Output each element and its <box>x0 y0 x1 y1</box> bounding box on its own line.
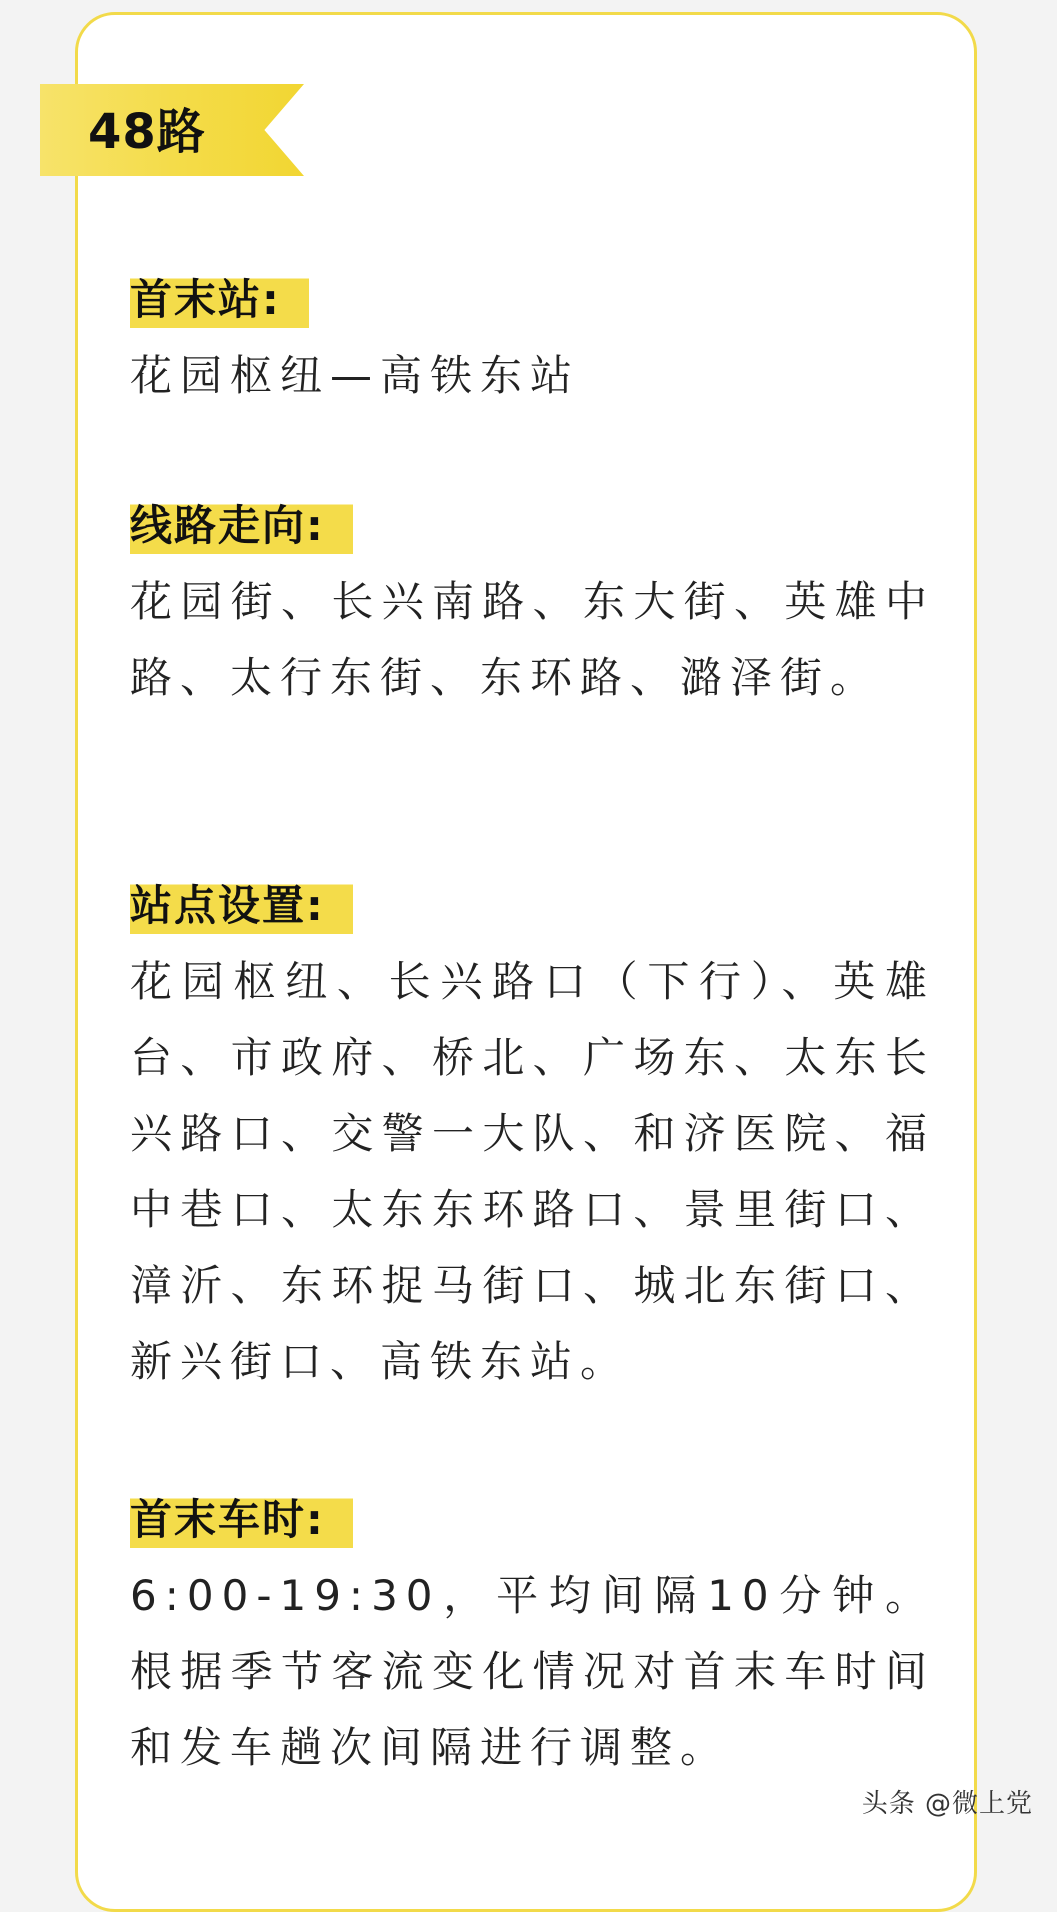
section-title-terminals: 首末站: <box>130 272 309 328</box>
section-title-route-direction: 线路走向: <box>130 498 353 554</box>
section-body-route-direction: 花园街、长兴南路、东大街、英雄中路、太行东街、东环路、潞泽街。 <box>130 577 935 702</box>
section-body-terminals: 花园枢纽—高铁东站 <box>130 351 581 400</box>
section-body-stops: 花园枢纽、长兴路口（下行）、英雄台、市政府、桥北、广场东、太东长兴路口、交警一大队、和济医院、福中巷口、太东东环路口、景里街口、漳沂、东环捉马街口、城北东街口、新兴街口、高铁东站。 <box>130 957 935 1386</box>
route-title: 48路 <box>88 104 206 160</box>
watermark: 头条 @微上党 <box>861 1789 1033 1819</box>
section-body-service-hours: 6:00-19:30，平均间隔10分钟。根据季节客流变化情况对首末车时间和发车趟次间隔进行调整。 <box>130 1571 935 1772</box>
section-title-stops: 站点设置: <box>130 878 353 934</box>
section-title-service-hours: 首末车时: <box>130 1492 353 1548</box>
